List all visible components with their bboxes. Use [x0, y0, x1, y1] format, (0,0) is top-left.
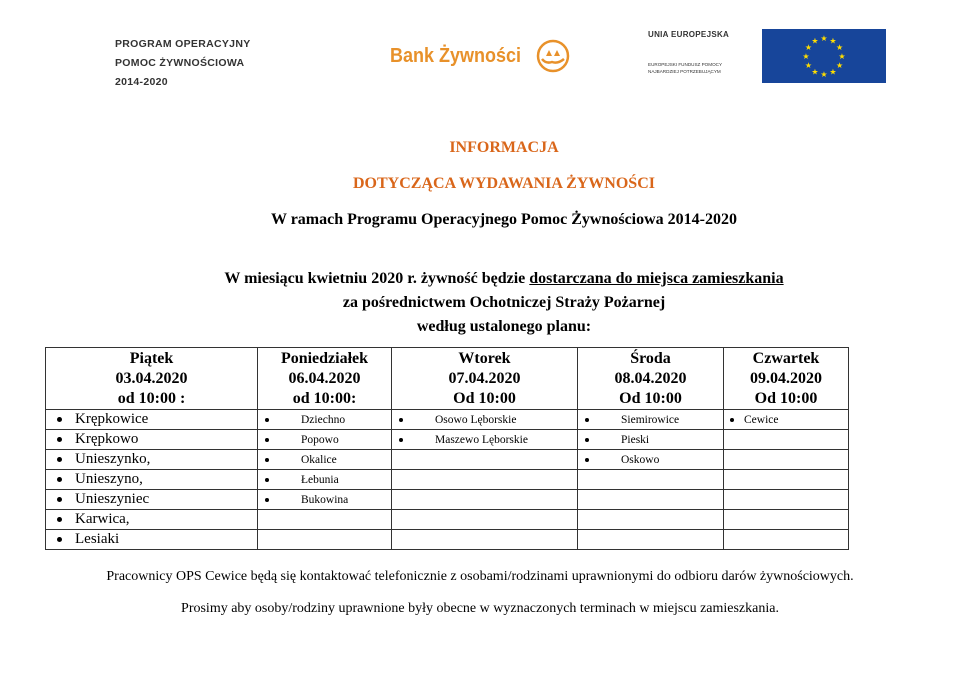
table-row [46, 450, 849, 470]
program-line-2: POMOC ŻYWNOŚCIOWA [115, 57, 245, 69]
table-cell [258, 450, 392, 470]
table-cell [578, 510, 724, 530]
place-name: Osowo Lęborskie [435, 413, 517, 426]
footer-line-2: Prosimy aby osoby/rodziny uprawnione były obecne w wyznaczonych terminach w miejscu zamieszkania. [181, 601, 779, 616]
eu-star-icon: ★ [811, 67, 819, 77]
table-cell [46, 450, 258, 470]
place-name: Siemirowice [621, 413, 680, 426]
table-row [46, 430, 849, 450]
bullet-icon [265, 458, 269, 462]
table-cell [258, 510, 392, 530]
bullet-icon [399, 418, 403, 422]
bullet-icon [57, 517, 62, 522]
eu-star-icon: ★ [820, 34, 828, 43]
bullet-icon [265, 498, 269, 502]
place-name: Oskowo [621, 453, 660, 466]
eu-star-icon: ★ [829, 36, 837, 46]
info-line-1a: W miesiącu kwietniu 2020 r. żywność będzie [224, 270, 530, 287]
table-cell [724, 430, 849, 450]
eu-star-icon: ★ [820, 70, 828, 79]
eu-star-icon: ★ [836, 61, 844, 70]
table-cell [258, 470, 392, 490]
footer-line-1: Pracownicy OPS Cewice będą się kontaktować telefonicznie z osobami/rodzinami uprawnionymi do odbioru darów żywnościowych. [106, 569, 854, 584]
table-cell [46, 410, 258, 430]
table-cell [392, 430, 578, 450]
place-item [258, 450, 391, 469]
bullet-icon [265, 418, 269, 422]
table-cell [724, 410, 849, 430]
bullet-icon [57, 497, 62, 502]
eu-title: UNIA EUROPEJSKA [648, 30, 730, 39]
eu-star-icon: ★ [811, 36, 819, 46]
place-name: Krępkowo [75, 431, 139, 447]
place-item [392, 430, 577, 449]
info-line-3: według ustalonego planu: [416, 318, 592, 335]
bullet-icon [265, 438, 269, 442]
place-item [46, 530, 257, 549]
col-day: Czwartek [752, 350, 820, 367]
doc-subtitle: DOTYCZĄCA WYDAWANIA ŻYWNOŚCI [353, 175, 655, 192]
col-header-0 [46, 348, 258, 410]
table-cell [258, 490, 392, 510]
place-item [258, 470, 391, 489]
program-logo [115, 35, 251, 92]
place-name: Okalice [301, 453, 337, 466]
doc-title: INFORMACJA [449, 139, 559, 156]
bullet-icon [57, 417, 62, 422]
place-name: Unieszyniec [75, 491, 150, 507]
col-date: 06.04.2020 [288, 370, 361, 387]
table-cell [724, 530, 849, 550]
col-header-4 [724, 348, 849, 410]
table-cell [258, 410, 392, 430]
table-cell [578, 470, 724, 490]
eu-star-icon: ★ [836, 43, 844, 52]
delivery-plan-table [45, 347, 849, 550]
table-cell [258, 530, 392, 550]
place-item [46, 470, 257, 489]
place-name: Krępkowice [75, 411, 149, 427]
place-item [578, 410, 723, 429]
place-item [46, 430, 257, 449]
place-name: Cewice [744, 413, 779, 426]
place-item [258, 490, 391, 509]
eu-star-icon: ★ [838, 52, 846, 61]
eu-star-icon: ★ [802, 52, 810, 61]
eu-sub-line-1: EUROPEJSKI FUNDUSZ POMOCY [648, 62, 723, 67]
col-day: Piątek [129, 350, 174, 367]
doc-program-line: W ramach Programu Operacyjnego Pomoc Żywnościowa 2014-2020 [270, 211, 737, 228]
program-line-3: 2014-2020 [115, 76, 168, 88]
table-cell [392, 510, 578, 530]
bullet-icon [585, 438, 589, 442]
bank-logo-text: Bank Żywności [390, 44, 522, 67]
place-item [258, 430, 391, 449]
bullet-icon [265, 478, 269, 482]
table-cell [578, 430, 724, 450]
col-day: Poniedziałek [280, 350, 369, 367]
col-date: 07.04.2020 [448, 370, 521, 387]
eu-star-icon: ★ [804, 61, 812, 70]
bullet-icon [585, 458, 589, 462]
eu-text [648, 30, 729, 75]
bullet-icon [57, 457, 62, 462]
table-cell [392, 410, 578, 430]
table-cell [392, 470, 578, 490]
bullet-icon [57, 477, 62, 482]
col-header-3 [578, 348, 724, 410]
eu-sub [648, 61, 729, 75]
place-name: Pieski [621, 433, 650, 446]
place-item [392, 410, 577, 429]
table-cell [46, 430, 258, 450]
place-name: Dziechno [301, 413, 346, 426]
program-line-1: PROGRAM OPERACYJNY [115, 38, 251, 50]
table-row [46, 410, 849, 430]
place-name: Karwica, [75, 511, 130, 527]
col-time: Od 10:00 [619, 390, 682, 407]
table-cell [578, 530, 724, 550]
place-name: Unieszyno, [75, 471, 143, 487]
table-cell [724, 510, 849, 530]
table-cell [724, 490, 849, 510]
eu-stars-icon [762, 29, 886, 83]
eu-star-icon: ★ [804, 43, 812, 52]
bullet-icon [57, 537, 62, 542]
table-row [46, 490, 849, 510]
table-cell [392, 530, 578, 550]
table-header-row [46, 348, 849, 410]
table-cell [392, 450, 578, 470]
table-cell [392, 490, 578, 510]
col-time: od 10:00: [292, 390, 357, 407]
table-row [46, 470, 849, 490]
table-cell [46, 530, 258, 550]
place-item [46, 410, 257, 429]
bullet-icon [399, 438, 403, 442]
table-cell [578, 410, 724, 430]
col-day: Wtorek [458, 350, 511, 367]
table-row [46, 510, 849, 530]
place-item [578, 450, 723, 469]
col-header-2 [392, 348, 578, 410]
eu-star-icon: ★ [829, 67, 837, 77]
table-row [46, 530, 849, 550]
table-cell [46, 510, 258, 530]
col-time: Od 10:00 [453, 390, 516, 407]
table-cell [258, 430, 392, 450]
bullet-icon [585, 418, 589, 422]
place-item [578, 430, 723, 449]
col-time: od 10:00 : [117, 390, 186, 407]
bank-logo-icon [532, 38, 574, 74]
place-item [724, 410, 848, 429]
place-item [46, 490, 257, 509]
col-date: 08.04.2020 [614, 370, 687, 387]
col-day: Środa [630, 350, 671, 367]
info-line-2: za pośrednictwem Ochotniczej Straży Pożarnej [342, 294, 666, 311]
col-time: Od 10:00 [754, 390, 818, 407]
table-cell [46, 490, 258, 510]
place-item [258, 410, 391, 429]
bank-zywnosci-logo [390, 38, 574, 74]
place-name: Popowo [301, 433, 339, 446]
col-date: 03.04.2020 [115, 370, 188, 387]
table-cell [46, 470, 258, 490]
place-item [46, 450, 257, 469]
place-name: Lesiaki [75, 531, 120, 547]
bullet-icon [57, 437, 62, 442]
info-line-1b: dostarczana do miejsca zamieszkania [529, 270, 784, 287]
place-name: Łebunia [301, 473, 339, 486]
info-line-1 [0, 270, 960, 288]
place-name: Unieszynko, [75, 451, 151, 467]
table-cell [578, 450, 724, 470]
col-date: 09.04.2020 [750, 370, 822, 387]
place-item [46, 510, 257, 529]
eu-sub-line-2: NAJBARDZIEJ POTRZEBUJĄCYM [648, 69, 721, 74]
bullet-icon [730, 418, 734, 422]
place-name: Bukowina [301, 493, 349, 506]
table-cell [578, 490, 724, 510]
col-header-1 [258, 348, 392, 410]
eu-flag [762, 29, 886, 83]
table-cell [724, 450, 849, 470]
place-name: Maszewo Lęborskie [435, 433, 528, 446]
table-cell [724, 470, 849, 490]
